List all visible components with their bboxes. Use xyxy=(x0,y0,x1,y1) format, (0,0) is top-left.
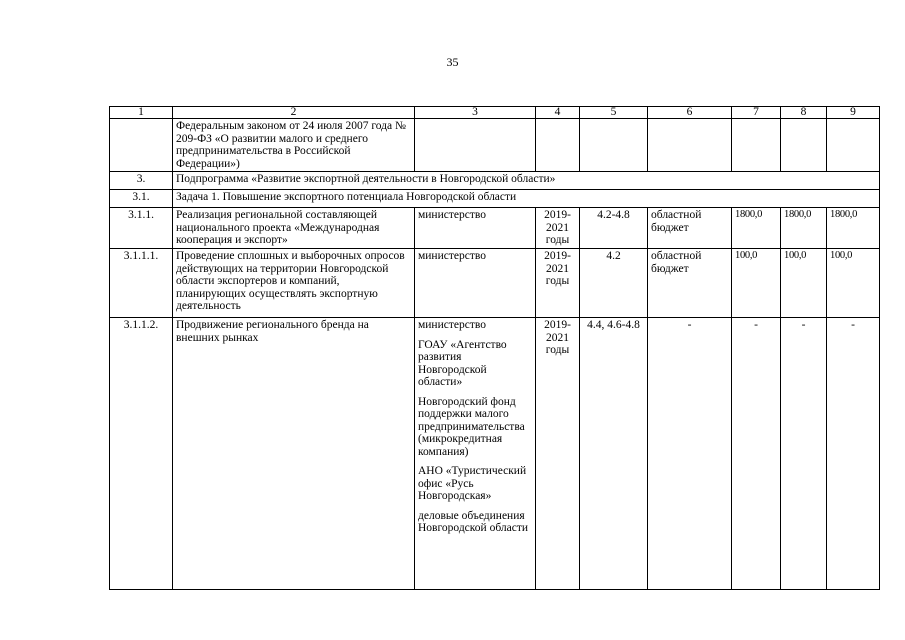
funding-2021: - xyxy=(827,318,880,590)
funding-2021: 1800,0 xyxy=(827,208,880,249)
row-number: 3.1.1.2. xyxy=(110,318,173,590)
years: 2019-2021 годы xyxy=(536,249,580,318)
funding-2021: 100,0 xyxy=(827,249,880,318)
funding-2019: - xyxy=(732,318,781,590)
task-title: Задача 1. Повышение экспортного потенциала Новгородской области xyxy=(173,190,880,208)
funding-2020: - xyxy=(781,318,827,590)
activity-name: Продвижение регионального бренда на внешних рынках xyxy=(173,318,415,590)
column-number: 7 xyxy=(732,107,781,119)
row-number: 3.1.1.1. xyxy=(110,249,173,318)
target-indicators: 4.2 xyxy=(580,249,648,318)
row-number: 3.1. xyxy=(110,190,173,208)
years: 2019-2021 годы xyxy=(536,318,580,590)
table-row xyxy=(110,318,880,590)
column-number: 5 xyxy=(580,107,648,119)
column-number-row xyxy=(110,107,880,119)
target-indicators: 4.2-4.8 xyxy=(580,208,648,249)
table-row-task xyxy=(110,190,880,208)
page-number: 35 xyxy=(446,55,459,69)
subprogram-title: Подпрограмма «Развитие экспортной деятельности в Новгородской области» xyxy=(173,172,880,190)
executor: министерство xyxy=(415,208,536,249)
funding-source: областной бюджет xyxy=(648,249,732,318)
executor: ГОАУ «Агентство развития Новгородской области» xyxy=(418,338,507,388)
funding-2019: 1800,0 xyxy=(732,208,781,249)
years: 2019-2021 годы xyxy=(536,208,580,249)
executor: деловые объединения Новгородской области xyxy=(418,509,529,534)
activity-name: Проведение сплошных и выборочных опросов действующих на территории Новгородской области экспортеров и компаний, планирующих осуществлять экспортную деятельность xyxy=(173,249,415,318)
executor: Новгородский фонд поддержки малого предпринимательства (микрокредитная компания) xyxy=(418,395,525,458)
funding-2020: 100,0 xyxy=(781,249,827,318)
table-row xyxy=(110,249,880,318)
table-row xyxy=(110,208,880,249)
column-number: 2 xyxy=(173,107,415,119)
row-number: 3. xyxy=(110,172,173,190)
activity-name: Реализация региональной составляющей национального проекта «Международная кооперация и экспорт» xyxy=(173,208,415,249)
executor: министерство xyxy=(415,249,536,318)
funding-source: областной бюджет xyxy=(648,208,732,249)
executor: АНО «Туристический офис «Русь Новгородская» xyxy=(418,465,527,502)
funding-2019: 100,0 xyxy=(732,249,781,318)
program-table xyxy=(109,106,880,590)
column-number: 9 xyxy=(827,107,880,119)
funding-2020: 1800,0 xyxy=(781,208,827,249)
funding-source: - xyxy=(648,318,732,590)
column-number: 8 xyxy=(781,107,827,119)
executor: министерство xyxy=(418,319,486,331)
row-number: 3.1.1. xyxy=(110,208,173,249)
table-row-subprogram xyxy=(110,172,880,190)
column-number: 3 xyxy=(415,107,536,119)
target-indicators: 4.4, 4.6-4.8 xyxy=(580,318,648,590)
row-text: Федеральным законом от 24 июля 2007 года № 209-ФЗ «О развитии малого и среднего предпринимательства в Российской Федерации») xyxy=(173,119,415,172)
executor-list xyxy=(415,318,536,590)
column-number: 6 xyxy=(648,107,732,119)
table-row-continuation xyxy=(110,119,880,172)
column-number: 4 xyxy=(536,107,580,119)
column-number: 1 xyxy=(110,107,173,119)
